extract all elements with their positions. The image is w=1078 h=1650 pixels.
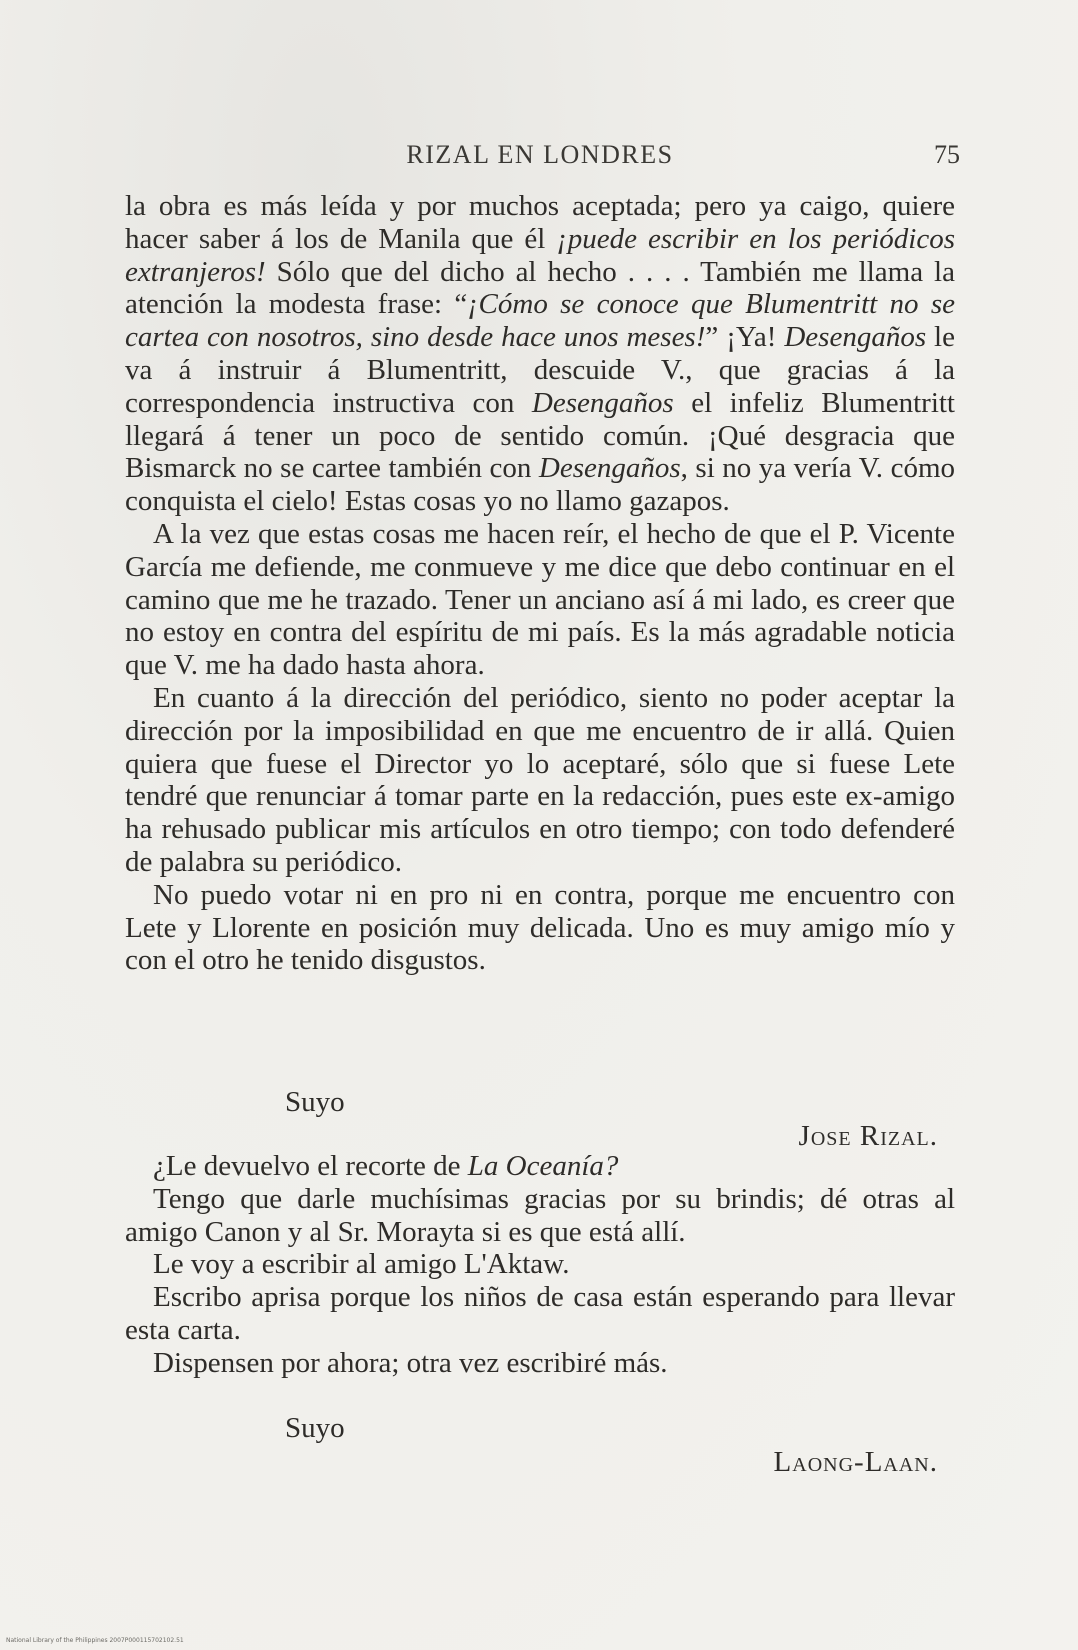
postscript-3 — [125, 1248, 955, 1281]
italic-text: Desengaños — [531, 386, 674, 419]
library-stamp: National Library of the Philippines 2007P000115702102.51 — [6, 1637, 184, 1644]
paragraph-1 — [125, 190, 955, 518]
signature-laong-laan: Laong-Laan. — [773, 1446, 938, 1478]
closing-suyo-1: Suyo — [285, 1086, 345, 1118]
italic-text: La Oceanía? — [467, 1150, 619, 1182]
text-run: le va á instruir á Blumentritt, descuide V., que gracias á la correspondencia instructiva con — [125, 321, 955, 419]
page-header — [120, 140, 960, 180]
text-run: Dispensen por ahora; otra vez escribiré más. — [153, 1346, 668, 1379]
postscript-2 — [125, 1183, 955, 1249]
text-run: ” ¡Ya! — [705, 321, 785, 354]
text-run: la obra es más leída y por muchos aceptada; pero ya caigo, quiere hacer saber á los de Manila que él — [125, 190, 955, 255]
italic-text: Desengaños — [784, 321, 927, 354]
text-run: Sólo que del dicho al hecho . . . . También me llama la atención la modesta frase: “ — [125, 255, 955, 321]
paragraph-2 — [125, 518, 955, 682]
text-run: En cuanto á la dirección del periódico, siento no poder aceptar la dirección por la imposibilidad en que me encuentro de ir allá. Quien quiera que fuese el Director yo lo aceptaré, sólo que si fuese Lete tendré que renunciar á tomar parte en la redacción, pues este ex-amigo ha rehusado publicar mis artículos en otro tiempo; con todo defenderé de palabra su periódico. — [125, 681, 955, 878]
page-number: 75 — [934, 140, 960, 169]
text-run: Escribo aprisa porque los niños de casa están esperando para llevar esta carta. — [125, 1281, 955, 1346]
paragraph-3 — [125, 682, 955, 879]
paragraph-4 — [125, 879, 955, 977]
italic-text: Desengaños — [538, 452, 681, 485]
text-run: Le voy a escribir al amigo L'Aktaw. — [153, 1248, 570, 1281]
text-run: el infeliz Blumentritt llegará á tener un poco de sentido común. ¡Qué desgracia que Bismarck no se cartee también con — [125, 386, 955, 485]
running-title: RIZAL EN LONDRES — [406, 140, 674, 169]
postscript-4 — [125, 1281, 955, 1347]
letter-body — [125, 190, 955, 977]
italic-text: ¡puede escribir en los periódicos extranjeros! — [125, 222, 955, 288]
postscript-1 — [125, 1150, 955, 1183]
postscript-5 — [125, 1347, 955, 1380]
signature-jose-rizal: Jose Rizal. — [798, 1120, 938, 1152]
postscript-body — [125, 1150, 955, 1380]
text-run: , si no ya vería V. cómo conquista el cielo! Estas cosas yo no llamo gazapos. — [125, 452, 956, 518]
text-run: A la vez que estas cosas me hacen reír, el hecho de que el P. Vicente García me defiende, me conmueve y me dice que debo continuar en el camino que me he trazado. Tener un anciano así á mi lado, es creer que no estoy en contra del espíritu de mi país. Es la más agradable noticia que V. me ha dado hasta ahora. — [125, 517, 955, 682]
text-run: No puedo votar ni en pro ni en contra, porque me encuentro con Lete y Llorente en posición muy delicada. Uno es muy amigo mío y con el otro he tenido disgustos. — [125, 878, 955, 977]
closing-suyo-2: Suyo — [285, 1412, 345, 1444]
text-run: Tengo que darle muchísimas gracias por su brindis; dé otras al amigo Canon y al Sr. Morayta si es que está allí. — [125, 1182, 955, 1248]
italic-text: ¡Cómo se conoce que Blumentritt no se cartea con nosotros, sino desde hace unos meses! — [125, 288, 955, 354]
text-run: ¿Le devuelvo el recorte de — [153, 1150, 468, 1182]
